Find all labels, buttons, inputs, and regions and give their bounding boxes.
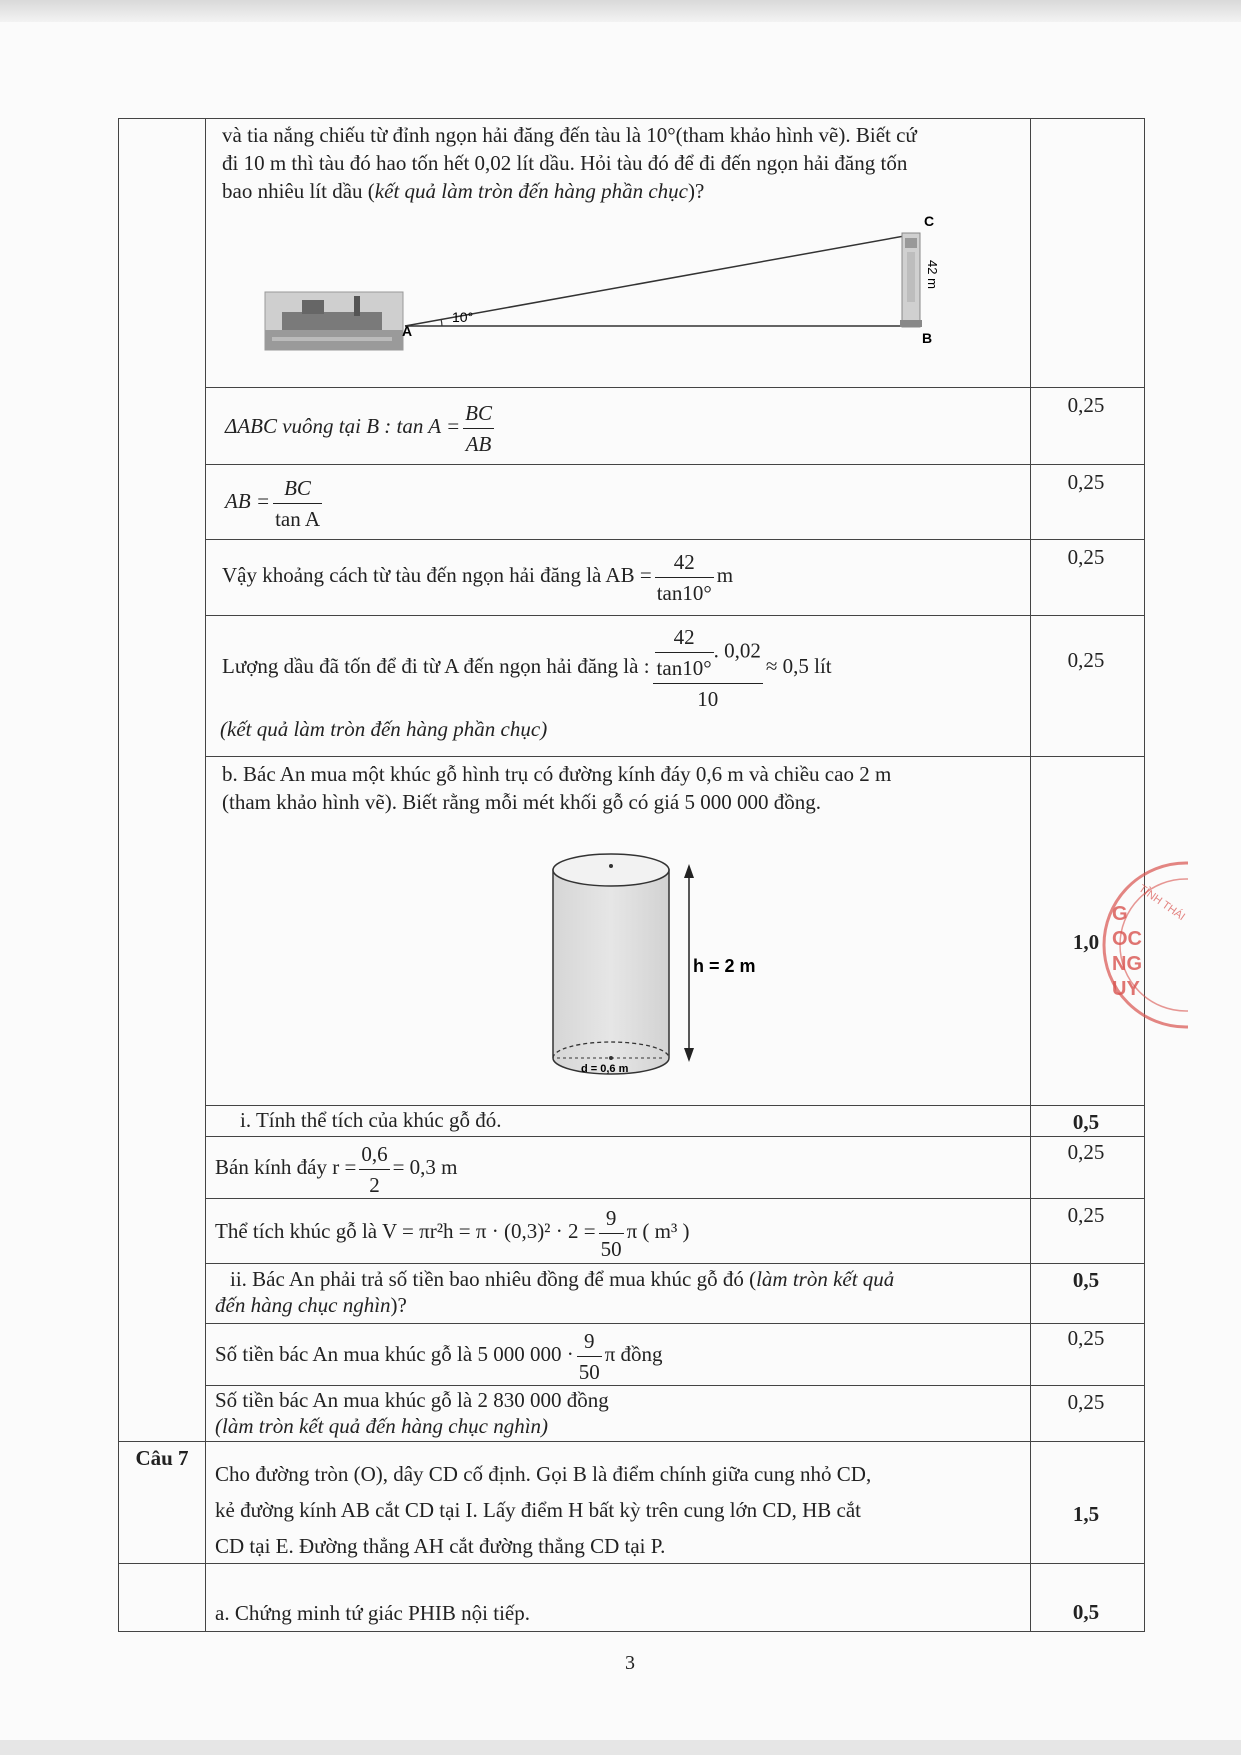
sun-ray-AC	[405, 235, 910, 326]
problem-text-line: kẻ đường kính AB cắt CD tại I. Lấy điểm H bất kỳ trên cung lớn CD, HB cắt	[215, 1498, 861, 1522]
solution-step: Bán kính đáy r = $\frac{0,6}{2}$ = 0,3 m	[215, 1136, 458, 1200]
question-ii-cont: đến hàng chục nghìn)?	[215, 1293, 407, 1317]
score-value: 1,5	[1072, 1502, 1100, 1526]
row-separator-full	[118, 1563, 1145, 1564]
diameter-label: d = 0,6 m	[581, 1063, 629, 1075]
problem-text-line: bao nhiêu lít dầu (kết quả làm tròn đến hàng phần chục)?	[222, 179, 705, 203]
question-ii: ii. Bác An phải trả số tiền bao nhiêu đồng để mua khúc gỗ đó (làm tròn kết quả	[230, 1267, 895, 1291]
lighthouse-height-label: 42 m	[925, 260, 940, 289]
height-label: h = 2 m	[693, 956, 756, 976]
svg-text:TỈNH THÁI: TỈNH THÁI	[1136, 882, 1188, 924]
problem-text-line: b. Bác An mua một khúc gỗ hình trụ có đường kính đáy 0,6 m và chiều cao 2 m	[222, 762, 892, 786]
score-value: 0,5	[1072, 1110, 1100, 1134]
score-value: 0,5	[1072, 1268, 1100, 1292]
result-line: Số tiền bác An mua khúc gỗ là 2 830 000 đồng	[215, 1388, 609, 1412]
problem-text-line: (tham khảo hình vẽ). Biết rằng mỗi mét khối gỗ có giá 5 000 000 đồng.	[222, 790, 821, 814]
point-C-label: C	[924, 213, 935, 229]
ship-image	[265, 292, 403, 350]
score-value: 0,5	[1072, 1600, 1100, 1624]
page-number: 3	[625, 1652, 635, 1674]
angle-label: 10°	[452, 309, 474, 325]
svg-text:NG: NG	[1112, 953, 1142, 975]
svg-text:UY: UY	[1112, 978, 1140, 1000]
score-value: 0,25	[1067, 648, 1105, 672]
score-value: 0,25	[1067, 1140, 1105, 1164]
table-left-border	[118, 118, 119, 1631]
score-value: 0,25	[1067, 545, 1105, 569]
cylinder-body	[553, 870, 669, 1074]
solution-step: AB = $\frac{BC}{\text{tan A}}$	[225, 468, 325, 534]
row-separator-full	[118, 1441, 1145, 1442]
row-separator	[205, 756, 1144, 757]
row-separator	[205, 1105, 1144, 1106]
solution-step: ΔABC vuông tại B : tan A = $\frac{BC}{AB}$	[225, 393, 497, 459]
problem-text-line: đi 10 m thì tàu đó hao tốn hết 0,02 lít dầu. Hỏi tàu đó để đi đến ngọn hải đăng tốn	[222, 151, 908, 175]
problem-text-line: Cho đường tròn (O), dây CD cố định. Gọi B là điểm chính giữa cung nhỏ CD,	[215, 1462, 872, 1486]
solution-step: Lượng dầu đã tốn để đi từ A đến ngọn hải đăng là : $\frac{42}{\tan 10^\circ}$ . 0,02 10 ≈ 0,5 lít	[222, 618, 832, 714]
score-value: 0,25	[1067, 393, 1105, 417]
problem-text-line: CD tại E. Đường thẳng AH cắt đường thẳng CD tại P.	[215, 1534, 666, 1558]
svg-text:OC: OC	[1112, 928, 1142, 950]
row-separator	[205, 464, 1144, 465]
scan-bottom-band	[0, 1740, 1241, 1755]
score-value: 0,25	[1067, 1326, 1105, 1350]
score-value: 0,25	[1067, 1203, 1105, 1227]
svg-text:G: G	[1112, 903, 1128, 925]
row-separator	[205, 539, 1144, 540]
solution-step: Số tiền bác An mua khúc gỗ là 5 000 000 · $\frac{9}{50}$ π đồng	[215, 1323, 663, 1387]
table-bottom-border	[118, 1631, 1145, 1632]
cylinder-top	[553, 854, 669, 886]
point-A-label: A	[402, 323, 413, 339]
solution-step: Thể tích khúc gỗ là V = πr²h = π · (0,3)² · 2 = $\frac{9}{50}$ π ( m³ )	[215, 1198, 690, 1264]
problem-part-a: a. Chứng minh tứ giác PHIB nội tiếp.	[215, 1601, 530, 1625]
score-value: 0,25	[1067, 1390, 1105, 1414]
lighthouse-figure	[262, 212, 982, 362]
result-note: (làm tròn kết quả đến hàng chục nghìn)	[215, 1414, 549, 1438]
point-B-label: B	[922, 330, 933, 346]
cylinder-figure	[545, 840, 785, 1080]
row-separator	[205, 387, 1144, 388]
lighthouse-image	[900, 233, 922, 327]
red-stamp	[1098, 850, 1188, 1040]
solution-step: Vậy khoảng cách từ tàu đến ngọn hải đăng là AB = $\frac{42}{\tan 10^\circ}$ m	[222, 542, 733, 608]
row-separator	[205, 615, 1144, 616]
question-number: Câu 7	[135, 1446, 189, 1470]
table-top-border	[118, 118, 1145, 119]
score-value: 1,0	[1072, 930, 1100, 954]
rounding-note: (kết quả làm tròn đến hàng phần chục)	[220, 717, 548, 741]
column-divider-left	[205, 118, 206, 1631]
question-i: i. Tính thể tích của khúc gỗ đó.	[240, 1108, 502, 1132]
problem-text-line: và tia nắng chiếu từ đỉnh ngọn hải đăng đến tàu là 10°(tham khảo hình vẽ). Biết cứ	[222, 123, 917, 147]
score-value: 0,25	[1067, 470, 1105, 494]
